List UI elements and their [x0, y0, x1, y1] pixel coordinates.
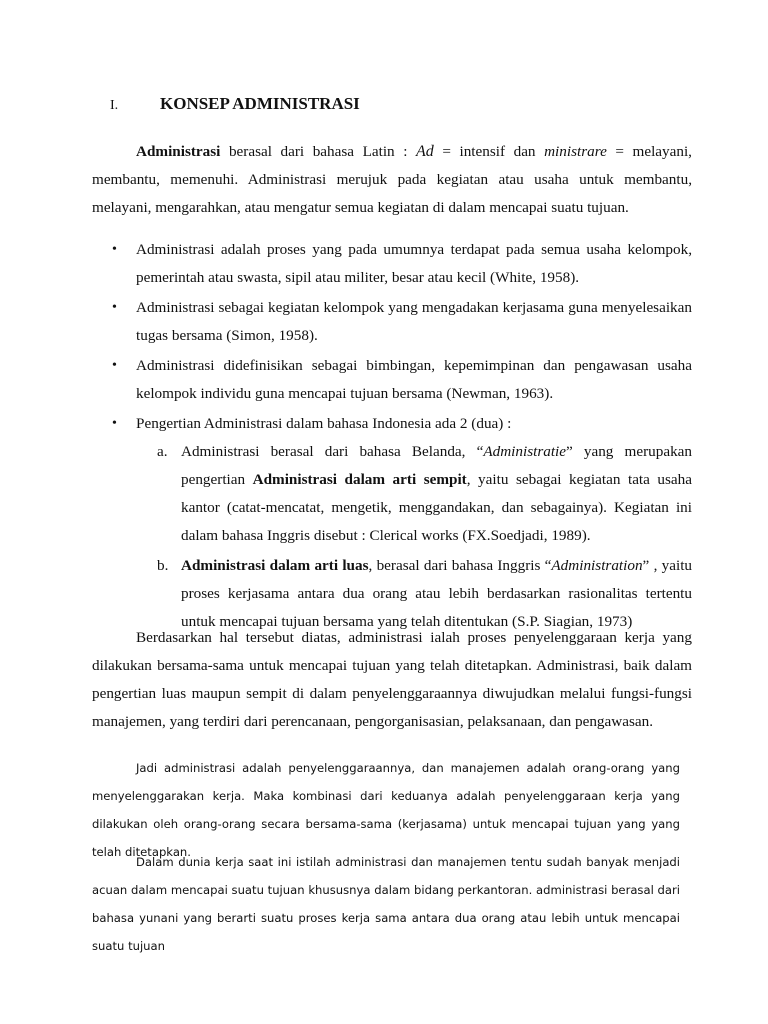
context-paragraph: Dalam dunia kerja saat ini istilah administrasi dan manajemen tentu sudah banyak menjadi acuan dalam mencapai suatu tujuan khususnya dalam bidang perkantoran. administrasi berasal dari bahasa yunani yang berarti suatu proses kerja sama antara dua orang atau lebih untuk mencapai suatu tujuan: [92, 855, 680, 953]
sub-bold: Administrasi dalam arti luas: [181, 557, 369, 574]
list-item: [112, 352, 692, 408]
section-title: KONSEP ADMINISTRASI: [160, 94, 360, 113]
intro-ad: Ad: [416, 143, 434, 160]
conclusion-paragraph: Jadi administrasi adalah penyelenggaraannya, dan manajemen adalah orang-orang yang menyelenggarakan kerja. Maka kombinasi dari keduanya adalah penyelenggaraan kerja yang dilakukan oleh orang-orang secara bersama-sama (kerjasama) untuk mencapai tujuan yang yang telah ditetapkan.: [92, 761, 680, 859]
bullet-text: Administrasi sebagai kegiatan kelompok yang mengadakan kerjasama guna menyelesaikan tugas bersama (Simon, 1958).: [136, 299, 692, 344]
sub-label: b.: [157, 557, 169, 574]
sub-text: , berasal dari bahasa Inggris “: [368, 557, 552, 574]
sub-italic: Administratie: [483, 443, 567, 460]
list-item: [112, 236, 692, 292]
sub-text: ” , yaitu proses kerjasama antara dua orang atau lebih berdasarkan rasionalitas tertentu untuk mencapai tujuan bersama yang telah ditentukan (S.P. Siagian, 1973): [181, 557, 693, 630]
intro-text-2: = intensif dan: [433, 143, 545, 160]
list-item: [112, 294, 692, 350]
sub-italic: Administration: [551, 557, 643, 574]
sub-list: [157, 438, 692, 636]
sub-bold: Administrasi dalam arti sempit: [252, 471, 467, 488]
definition-list: [112, 236, 692, 638]
bullet-text: Pengertian Administrasi dalam bahasa Indonesia ada 2 (dua) :: [136, 415, 512, 432]
intro-term: Administrasi: [136, 143, 221, 160]
bullet-text: Administrasi didefinisikan sebagai bimbingan, kepemimpinan dan pengawasan usaha kelompok individu guna mencapai tujuan bersama (Newman, 1963).: [136, 357, 692, 402]
summary-paragraph: Berdasarkan hal tersebut diatas, administrasi ialah proses penyelenggaraan kerja yang dilakukan bersama-sama untuk mencapai tujuan yang telah ditetapkan. Administrasi, baik dalam pengertian luas maupun sempit di dalam penyelenggaraannya diwujudkan melalui fungsi-fungsi manajemen, yang terdiri dari perencanaan, pengorganisasian, pelaksanaan, dan pengawasan.: [92, 629, 692, 730]
sub-label: a.: [157, 443, 168, 460]
intro-text-3: = melayani, membantu, memenuhi. Administrasi merujuk pada kegiatan atau usaha untuk membantu, melayani, mengarahkan, atau mengatur semua kegiatan di dalam mencapai suatu tujuan.: [92, 143, 692, 216]
list-item: [112, 410, 692, 636]
sub-item-a: [157, 438, 692, 550]
intro-paragraph: [92, 138, 692, 222]
sub-text: ” yang merupakan pengertian: [181, 443, 692, 488]
section-number: I.: [110, 98, 119, 113]
intro-ministrare: ministrare: [544, 143, 607, 160]
intro-text-1: berasal dari bahasa Latin :: [220, 143, 416, 160]
bullet-text: Administrasi adalah proses yang pada umumnya terdapat pada semua usaha kelompok, pemerintah atau swasta, sipil atau militer, besar atau kecil (White, 1958).: [136, 241, 692, 286]
sub-text: , yaitu sebagai kegiatan tata usaha kantor (catat-mencatat, mengetik, menggandakan, dan sebagainya). Kegiatan ini dalam bahasa Inggris disebut : Clerical works (FX.Soedjadi, 1989).: [181, 471, 692, 544]
sub-text: Administrasi berasal dari bahasa Belanda, “: [181, 443, 484, 460]
